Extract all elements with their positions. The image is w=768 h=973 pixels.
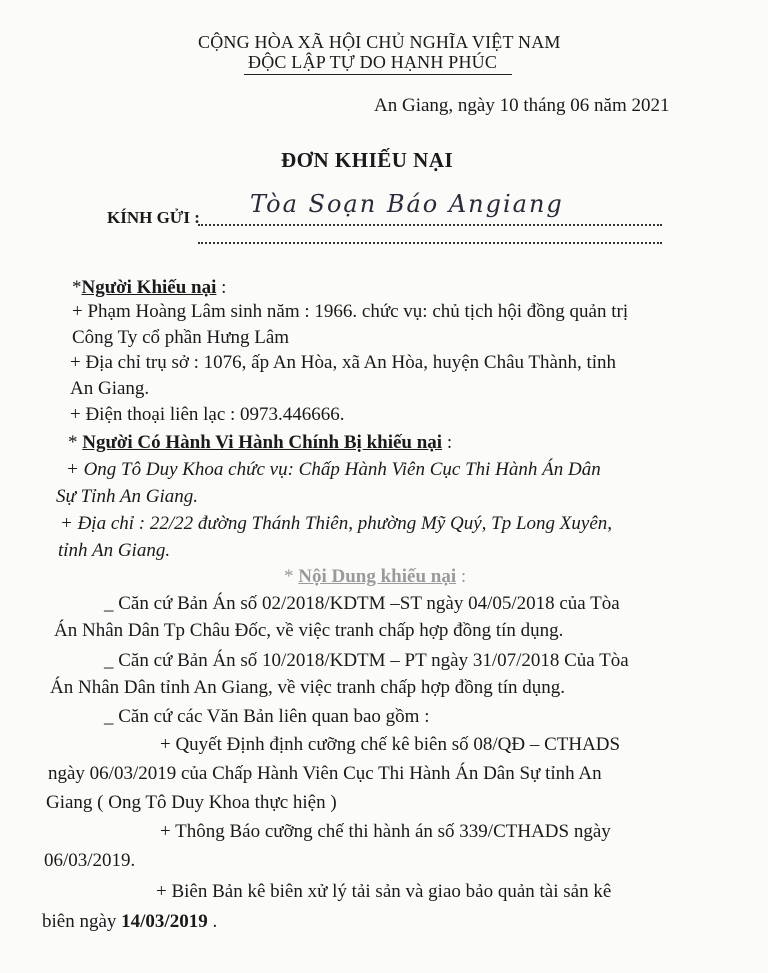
complainant-heading xyxy=(72,277,226,299)
recipient-dotted-line-2 xyxy=(198,242,662,244)
complainant-line-5: + Điện thoại liên lạc : 0973.446666. xyxy=(70,404,345,425)
complainant-line-4: An Giang. xyxy=(70,378,150,399)
basis-2-line-1: _ Căn cứ Bản Án số 10/2018/KDTM – PT ngày 31/07/2018 Của Tòa xyxy=(104,650,629,671)
document-3-date: 14/03/2019 xyxy=(121,911,208,932)
document-1-line-3: Giang ( Ong Tô Duy Khoa thực hiện ) xyxy=(46,792,337,813)
place-and-date: An Giang, ngày 10 tháng 06 năm 2021 xyxy=(374,95,670,116)
respondent-heading-colon: : xyxy=(446,432,453,453)
header-underline xyxy=(244,74,512,75)
basis-2-line-2: Án Nhân Dân tỉnh An Giang, về việc tranh chấp hợp đồng tín dụng. xyxy=(50,677,566,698)
respondent-line-3: + Địa chỉ : 22/22 đường Thánh Thiên, phường Mỹ Quý, Tp Long Xuyên, xyxy=(60,513,613,534)
complainant-star: * xyxy=(72,277,82,298)
respondent-heading xyxy=(68,432,452,454)
document-3-suffix: . xyxy=(212,911,218,932)
document-1-line-1: + Quyết Định định cưỡng chế kê biên số 08/QĐ – CTHADS xyxy=(160,734,621,755)
national-motto-line-1: CỘNG HÒA XÃ HỘI CHỦ NGHĨA VIỆT NAM xyxy=(198,32,561,52)
handwritten-recipient: Tòa Soạn Báo Angiang xyxy=(250,190,564,218)
content-star: * xyxy=(284,566,294,587)
document-1-line-2: ngày 06/03/2019 của Chấp Hành Viên Cục Thi Hành Án Dân Sự tỉnh An xyxy=(48,763,602,784)
complainant-heading-text: Người Khiếu nại xyxy=(81,277,217,298)
respondent-line-1: + Ong Tô Duy Khoa chức vụ: Chấp Hành Viên Cục Thi Hành Án Dân xyxy=(66,459,601,480)
recipient-dotted-line-1 xyxy=(198,224,662,226)
basis-3-line-1: _ Căn cứ các Văn Bản liên quan bao gồm : xyxy=(104,706,430,727)
complainant-line-1: + Phạm Hoàng Lâm sinh năm : 1966. chức vụ: chủ tịch hội đồng quản trị xyxy=(72,301,629,322)
complainant-line-3: + Địa chỉ trụ sở : 1076, ấp An Hòa, xã An Hòa, huyện Châu Thành, tỉnh xyxy=(70,352,616,373)
document-3-line-2 xyxy=(42,911,217,933)
document-title: ĐƠN KHIẾU NẠI xyxy=(281,148,454,172)
complainant-line-2: Công Ty cổ phần Hưng Lâm xyxy=(72,327,290,348)
basis-1-line-1: _ Căn cứ Bản Án số 02/2018/KDTM –ST ngày 04/05/2018 của Tòa xyxy=(104,593,620,614)
respondent-heading-text: Người Có Hành Vi Hành Chính Bị khiếu nại xyxy=(82,432,443,453)
document-3-line-1: + Biên Bản kê biên xử lý tải sản và giao bảo quản tài sản kê xyxy=(156,881,612,902)
content-heading-text: Nội Dung khiếu nại xyxy=(298,566,457,587)
respondent-star: * xyxy=(68,432,78,453)
national-motto-line-2: ĐỘC LẬP TỰ DO HẠNH PHÚC xyxy=(248,52,498,72)
content-heading xyxy=(284,566,466,588)
respondent-line-4: tỉnh An Giang. xyxy=(58,540,171,561)
basis-1-line-2: Án Nhân Dân Tp Châu Đốc, về việc tranh chấp hợp đồng tín dụng. xyxy=(54,620,564,641)
document-3-prefix: biên ngày xyxy=(42,911,117,932)
respondent-line-2: Sự Tỉnh An Giang. xyxy=(56,486,198,507)
document-2-line-1: + Thông Báo cưỡng chế thi hành án số 339/CTHADS ngày xyxy=(160,821,611,842)
document-2-line-2: 06/03/2019. xyxy=(44,850,136,871)
recipient-label: KÍNH GỬI : xyxy=(107,208,200,227)
content-heading-colon: : xyxy=(460,566,467,587)
complainant-heading-colon: : xyxy=(221,277,227,298)
